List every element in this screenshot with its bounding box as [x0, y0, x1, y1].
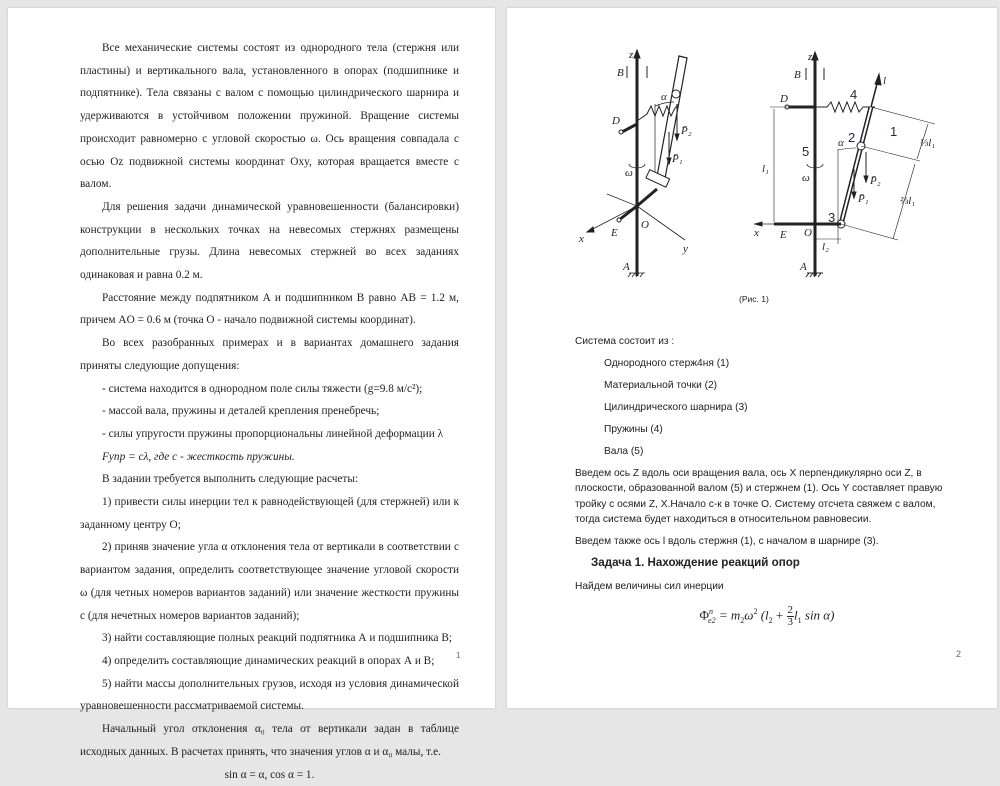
figure-1-left: [567, 44, 717, 284]
formula-l1-sub: 1: [798, 616, 802, 625]
label-alpha: α: [661, 91, 667, 103]
figure-1-right: [750, 44, 970, 284]
formula-sup: n: [709, 607, 713, 616]
label-d: D: [779, 93, 788, 105]
document-page-1: [8, 8, 495, 708]
section-heading: Задача 1. Нахождение реакций опор: [591, 555, 959, 571]
list-item: Цилиндрического шарнира (3): [604, 400, 959, 416]
label-z: z: [807, 51, 813, 63]
label-p1: P̄₁: [857, 193, 869, 205]
document-page-2: [507, 8, 997, 708]
paragraph: Fупр = cλ, где c - жесткость пружины.: [80, 446, 459, 469]
page-number: 1: [456, 651, 460, 660]
formula-m: = m: [716, 607, 741, 622]
paragraph: 2) приняв значение угла α отклонения тела от вертикали в соответствии с вариантом задания, определить соответствующее значение угловой скорости ω (для четных номеров вариантов заданий) или значение жесткости пружины с (для нечетных номеров вариантов заданий);: [80, 536, 459, 627]
paragraph: Найдем величины сил инерции: [575, 579, 959, 595]
formula: sin α = α, cos α = 1.: [80, 764, 459, 786]
formula-fraction: [787, 605, 795, 628]
formula-sub: e2: [708, 616, 716, 625]
paragraph: 1) привести силы инерции тел к равнодействующей (для стержней) или к заданному центру О;: [80, 491, 459, 536]
label-x: x: [753, 227, 759, 239]
label-l-axis: l: [883, 75, 886, 87]
formula-omega-sup: 2: [753, 607, 757, 616]
label-p2: P̄₂: [869, 175, 881, 187]
paragraph: Начальный угол отклонения α₀ тела от вертикали задан в таблице исходных данных. В расчетах принять, что значения углов α и α₀ малы, т.е.: [80, 718, 459, 763]
list-item: Однородного стерж4ня (1): [604, 356, 959, 372]
label-spring-4: 4: [850, 87, 857, 102]
figure-caption: (Рис. 1): [739, 294, 769, 304]
paragraph: 4) определить составляющие динамических реакций в опорах А и В;: [80, 650, 459, 673]
label-d: D: [611, 115, 620, 127]
formula-plus: +: [773, 607, 787, 622]
formula-open: (l: [761, 607, 769, 622]
label-omega: ω: [625, 167, 633, 179]
paragraph: Во всех разобранных примерах и в вариантах домашнего задания приняты следующие допущения:: [80, 332, 459, 377]
formula-l1: l: [794, 607, 798, 622]
label-shaft-5: 5: [802, 144, 809, 159]
paragraph: 3) найти составляющие полных реакций подпятника А и подшипника В;: [80, 627, 459, 650]
label-p1: P̄₁: [671, 153, 683, 165]
label-l2: l₂: [822, 241, 829, 253]
label-y: y: [682, 243, 688, 255]
intro: Система состоит из :: [575, 334, 959, 350]
label-third-l1: ⅓l₁: [920, 137, 935, 149]
paragraph: Введем ось Z вдоль оси вращения вала, ось X перпендикулярно оси Z, в плоскости, образованной валом (5) и стержнем (1). Ось Y составляет правую тройку с осями Z, X.Начало с-к в точке О. Систему отсчета свяжем с валом, тогда система будет находиться в относительном равновесии.: [575, 466, 959, 528]
paragraph: - система находится в однородном поле силы тяжести (g=9.8 м/с²);: [80, 378, 459, 401]
fraction-num: 2: [787, 605, 795, 617]
formula-l2-sub: 2: [769, 616, 773, 625]
label-o: O: [641, 219, 649, 231]
label-e: E: [779, 229, 787, 241]
label-alpha: α: [838, 137, 844, 149]
list-item: Пружины (4): [604, 422, 959, 438]
label-point-2: 2: [848, 130, 855, 145]
fraction-den: 3: [787, 617, 795, 628]
label-two-thirds-l1: ⅔l₁: [900, 195, 915, 207]
paragraph: Все механические системы состоят из однородного тела (стержня или пластины) и вертикального вала, установленного в опорах (подшипнике и подпятнике). Тела связаны с валом с помощью цилиндрического шарнира и удерживаются в устойчивом положении пружиной. Вращение системы происходит равномерно с угловой скоростью ω. Ось вращения совпадала с осью Oz подвижной системы координат Oxy, которая вращается вместе с валом.: [80, 37, 459, 196]
inertia-formula: [575, 604, 959, 628]
list-item: Материальной точки (2): [604, 378, 959, 394]
label-hinge-3: 3: [828, 210, 835, 225]
label-rod-1: 1: [890, 124, 897, 139]
list-item: Вала (5): [604, 444, 959, 460]
formula-phi: Φ: [700, 607, 710, 622]
paragraph: Для решения задачи динамической уравновешенности (балансировки) конструкции в нескольких точках на невесомых стержнях размещены дополнительные грузы. Длина невесомых стержней во всех заданиях одинаковая и равна 0.2 м.: [80, 196, 459, 287]
label-a: A: [622, 261, 630, 273]
paragraph: - силы упругости пружины пропорциональны линейной деформации λ: [80, 423, 459, 446]
label-e: E: [610, 227, 618, 239]
label-l1: l₁: [762, 163, 769, 175]
formula-omega: ω: [744, 607, 753, 622]
label-o: O: [804, 227, 812, 239]
paragraph: Расстояние между подпятником А и подшипником В равно AB = 1.2 м, причем AO = 0.6 м (точка О - начало подвижной системы координат).: [80, 287, 459, 332]
page2-text: [575, 334, 959, 628]
label-x: x: [578, 233, 584, 245]
label-omega: ω: [802, 172, 810, 184]
label-b: B: [794, 69, 801, 81]
label-p2: P̄₂: [680, 125, 692, 137]
paragraph: В задании требуется выполнить следующие расчеты:: [80, 468, 459, 491]
label-a: A: [799, 261, 807, 273]
label-z: z: [628, 49, 634, 61]
paragraph: 5) найти массы дополнительных грузов, исходя из условия динамической уравновешенности рассматриваемой системы.: [80, 673, 459, 718]
page1-text: [80, 37, 459, 786]
paragraph: - массой вала, пружины и деталей крепления пренебречь;: [80, 400, 459, 423]
paragraph: Введем также ось l вдоль стержня (1), с началом в шарнире (3).: [575, 534, 959, 550]
formula-sin: sin α): [802, 607, 835, 622]
formula-m-sub: 2: [740, 616, 744, 625]
label-b: B: [617, 67, 624, 79]
page-number: 2: [956, 649, 961, 659]
